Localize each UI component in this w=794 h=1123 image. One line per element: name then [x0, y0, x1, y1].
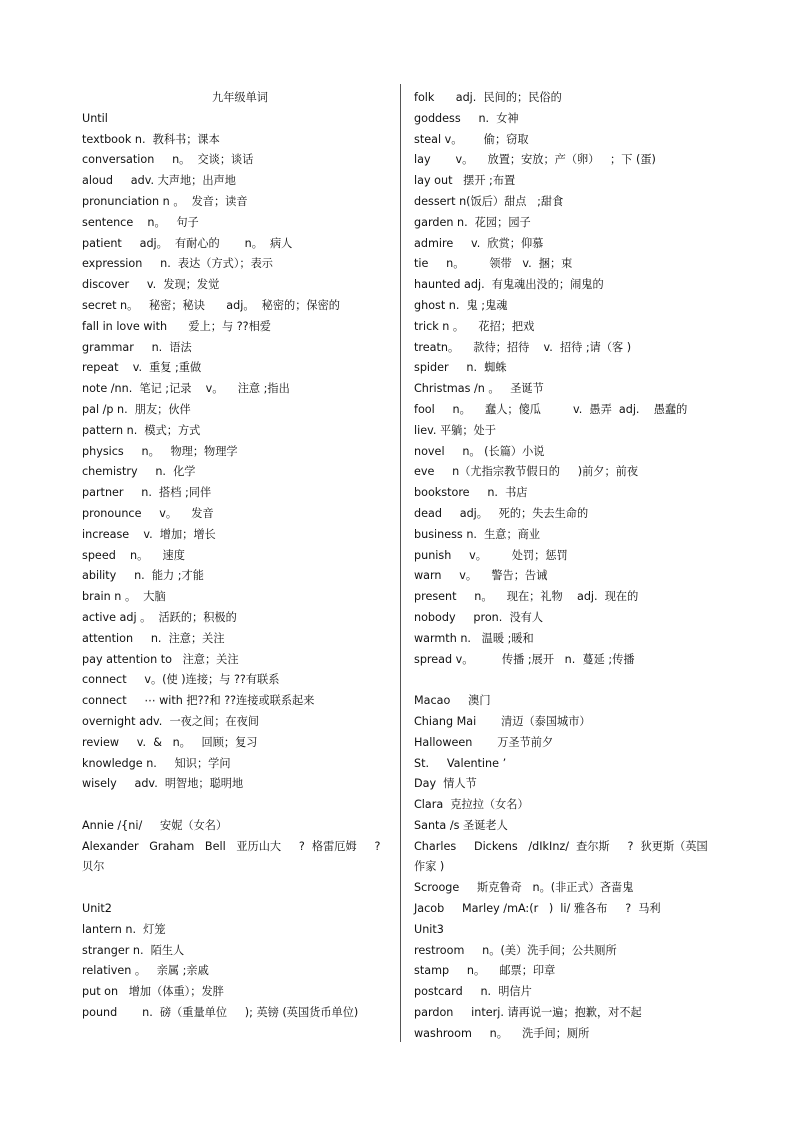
vocab-entry: connect v。(使 )连接；与 ??有联系 — [82, 673, 280, 687]
vocab-entry: bookstore n. 书店 — [414, 486, 528, 500]
vocab-entry: dessert n(饭后）甜点 ;甜食 — [414, 194, 564, 208]
blank-line — [414, 670, 714, 691]
vocab-entry: business n. 生意；商业 — [414, 527, 541, 541]
vocab-entry: note /nn. 笔记 ;记录 v。 注意 ;指出 — [82, 382, 290, 396]
vocab-entry: aloud adv. 大声地；出声地 — [82, 174, 236, 188]
vocab-entry: Charles Dickens /dIkInz/ 查尔斯 ? 狄更斯（英国作家 ) — [414, 839, 708, 874]
vocab-entry: spider n. 蜘蛛 — [414, 361, 507, 375]
vocab-entry: goddess n. 女神 — [414, 111, 519, 125]
vocab-entry: eve n（尤指宗教节假日的 )前夕；前夜 — [414, 465, 639, 479]
vocab-entry: admire v. 欣赏；仰慕 — [414, 236, 544, 250]
vocab-entry: stamp n。 邮票；印章 — [414, 964, 556, 978]
vocab-entry: Macao 澳门 — [414, 694, 491, 708]
vocab-entry: chemistry n. 化学 — [82, 465, 196, 479]
vocab-entry: washroom n。 洗手间；厕所 — [414, 1026, 590, 1040]
vocab-entry: wisely adv. 明智地；聪明地 — [82, 777, 244, 791]
vocab-entry: conversation n。 交谈；谈话 — [82, 153, 254, 167]
vocab-entry: steal v。 偷；窃取 — [414, 132, 529, 146]
vocab-entry: folk adj. 民间的；民俗的 — [414, 91, 562, 104]
vocab-entry: warn v。 警告；告诫 — [414, 569, 548, 583]
vocab-entry: Christmas /n 。 圣诞节 — [414, 382, 544, 396]
vocab-entry: physics n。 物理；物理学 — [82, 444, 238, 458]
vocab-entry: patient adj。 有耐心的 n。 病人 — [82, 236, 293, 250]
vocab-entry: dead adj。 死的；失去生命的 — [414, 506, 589, 520]
vocab-entry: lay v。 放置；安放；产（卵） ；下 (蛋) — [414, 153, 656, 167]
vocab-entry: warmth n. 温暖 ;暖和 — [414, 631, 534, 645]
vocab-entry: lantern n. 灯笼 — [82, 922, 166, 936]
vocab-entry: connect ⋯ with 把??和 ??连接或联系起来 — [82, 694, 315, 708]
vocab-entry: pronunciation n 。 发音；读音 — [82, 194, 248, 208]
vocab-entry: active adj 。 活跃的；积极的 — [82, 610, 237, 624]
vocab-entry: haunted adj. 有鬼魂出没的；闹鬼的 — [414, 278, 604, 292]
vocab-entry: pay attention to 注意；关注 — [82, 652, 239, 666]
vocab-entry: discover v. 发现；发觉 — [82, 278, 220, 292]
vocab-entry: attention n. 注意；关注 — [82, 631, 225, 645]
vocab-entry: knowledge n. 知识；学问 — [82, 756, 231, 770]
vocab-entry: grammar n. 语法 — [82, 340, 192, 354]
vocab-entry: review v. & n。 回顾；复习 — [82, 735, 258, 749]
vocab-entry: Annie /{ni/ 安妮（女名） — [82, 818, 228, 832]
vocab-entry: Unit3 — [414, 922, 444, 936]
vocab-entry: ghost n. 鬼 ;鬼魂 — [414, 298, 508, 312]
vocab-entry: Clara 克拉拉（女名） — [414, 798, 529, 812]
vocab-entry: punish v。 处罚；惩罚 — [414, 548, 568, 562]
vocab-entry: Unit2 — [82, 902, 112, 916]
vocab-entry: expression n. 表达（方式）；表示 — [82, 257, 273, 271]
vocab-entry: liev. 平躺；处于 — [414, 423, 496, 437]
right-column — [414, 88, 714, 1045]
vocab-entry: ability n. 能力 ;才能 — [82, 569, 204, 583]
vocab-entry: secret n。 秘密；秘诀 adj。 秘密的；保密的 — [82, 298, 340, 312]
vocab-entry: relativen 。 亲属 ;亲戚 — [82, 964, 209, 978]
vocab-entry: pronounce v。 发音 — [82, 506, 214, 520]
vocab-entry: lay out 摆开 ;布置 — [414, 174, 516, 188]
vocab-entry: brain n 。 大脑 — [82, 590, 166, 604]
vocab-entry: postcard n. 明信片 — [414, 985, 532, 999]
vocab-entry: tie n。 领带 v. 捆；束 — [414, 257, 573, 271]
vocab-entry: novel n。 (长篇）小说 — [414, 444, 545, 458]
vocab-entry: trick n 。 花招；把戏 — [414, 319, 535, 333]
vocab-entry: Chiang Mai 清迈（泰国城市） — [414, 714, 591, 728]
vocab-entry: sentence n。 句子 — [82, 215, 199, 229]
vocab-entry: Santa /s 圣诞老人 — [414, 818, 508, 832]
vocab-entry: increase v. 增加；增长 — [82, 527, 216, 541]
vocab-entry: textbook n. 教科书；课本 — [82, 132, 220, 146]
vocab-entry: pattern n. 模式；方式 — [82, 423, 201, 437]
vocab-entry: put on 增加（体重）；发胖 — [82, 985, 224, 999]
blank-line — [82, 795, 398, 816]
vocab-entry: Day 情人节 — [414, 777, 477, 791]
vocab-entry: repeat v. 重复 ;重做 — [82, 361, 202, 375]
vocab-entry: Alexander Graham Bell 亚历山大 ? 格雷厄姆 ? 贝尔 — [82, 839, 388, 874]
vocab-entry: overnight adv. 一夜之间；在夜间 — [82, 714, 259, 728]
vocab-entry: partner n. 搭档 ;同伴 — [82, 486, 212, 500]
vocab-entry: restroom n。(美）洗手间；公共厕所 — [414, 943, 617, 957]
vocab-entry: spread v。 传播 ;展开 n. 蔓延 ;传播 — [414, 652, 635, 666]
page-title: 九年级单词 — [212, 91, 268, 104]
vocab-entry: Halloween 万圣节前夕 — [414, 735, 554, 749]
vocab-entry: Scrooge 斯克鲁奇 n。(非正式）吝啬鬼 — [414, 881, 634, 895]
vocab-entry: treatn。 款待；招待 v. 招待 ;请（客 ) — [414, 340, 632, 354]
vocab-entry: present n。 现在；礼物 adj. 现在的 — [414, 590, 639, 604]
vocab-entry: garden n. 花园；园子 — [414, 215, 531, 229]
vocab-entry: speed n。 速度 — [82, 548, 185, 562]
left-column — [82, 88, 398, 1024]
vocab-entry: pardon interj. 请再说一遍；抱歉，对不起 — [414, 1006, 642, 1020]
column-divider — [400, 84, 401, 1042]
vocab-entry: Until — [82, 111, 108, 125]
vocab-entry: nobody pron. 没有人 — [414, 610, 544, 624]
vocab-entry: stranger n. 陌生人 — [82, 943, 185, 957]
vocab-entry: St. Valentine ’ — [414, 756, 507, 770]
vocab-entry: pound n. 磅（重量单位 ); 英镑 (英国货币单位) — [82, 1006, 359, 1020]
blank-line — [82, 878, 398, 899]
vocab-entry: fool n。 蠢人；傻瓜 v. 愚弄 adj. 愚蠢的 — [414, 402, 688, 416]
vocab-entry: pal /p n. 朋友；伙伴 — [82, 402, 191, 416]
vocab-entry: fall in love with 爱上；与 ??相爱 — [82, 319, 271, 333]
vocab-entry: Jacob Marley /mA:(r ) li/ 雅各布 ? 马利 — [414, 902, 661, 916]
